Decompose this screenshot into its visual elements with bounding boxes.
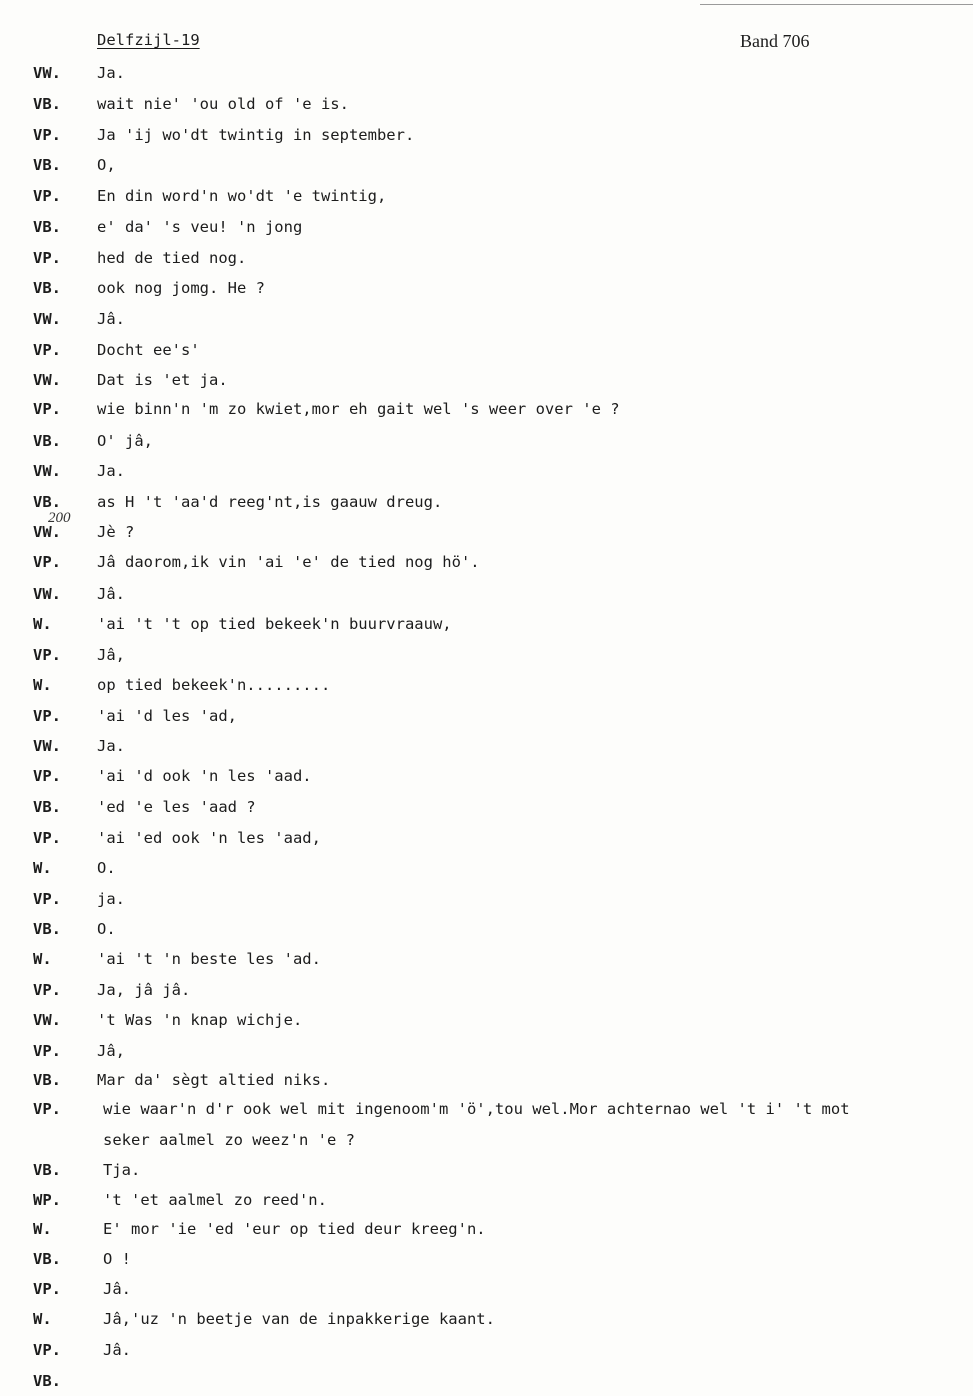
top-rule <box>700 4 973 5</box>
speaker-label: VB. <box>33 218 61 236</box>
speaker-label: W. <box>33 950 52 968</box>
speaker-label: VW. <box>33 1011 61 1029</box>
utterance-text: Jâ. <box>103 1280 131 1298</box>
utterance-text: e' da' 's veu! 'n jong <box>97 218 303 236</box>
utterance-text: Ja 'ij wo'dt twintig in september. <box>97 126 415 144</box>
transcript-line <box>0 95 973 119</box>
utterance-text: E' mor 'ie 'ed 'eur op tied deur kreeg'n. <box>103 1220 486 1238</box>
utterance-text: O. <box>97 920 116 938</box>
transcript-line <box>0 1161 973 1185</box>
utterance-text: wie binn'n 'm zo kwiet,mor eh gait wel 's weer over 'e ? <box>97 400 620 418</box>
utterance-text: 'ai 't 't op tied bekeek'n buurvraauw, <box>97 615 452 633</box>
speaker-label: VP. <box>33 126 61 144</box>
speaker-label: VW. <box>33 462 61 480</box>
transcript-line <box>0 585 973 609</box>
utterance-text: Jâ. <box>97 585 125 603</box>
transcript-line <box>0 249 973 273</box>
transcript-line <box>0 279 973 303</box>
speaker-label: VB. <box>33 1071 61 1089</box>
speaker-label: VP. <box>33 767 61 785</box>
transcript-line <box>0 646 973 670</box>
speaker-label: VB. <box>33 156 61 174</box>
speaker-label: VP. <box>33 1341 61 1359</box>
transcript-line <box>0 126 973 150</box>
utterance-text: Jâ,'uz 'n beetje van de inpakkerige kaant. <box>103 1310 495 1328</box>
speaker-label: VP. <box>33 249 61 267</box>
utterance-text: Mar da' sègt altied niks. <box>97 1071 331 1089</box>
speaker-label: VW. <box>33 737 61 755</box>
margin-note: 200 <box>48 510 71 526</box>
transcript-line <box>0 890 973 914</box>
speaker-label: VW. <box>33 585 61 603</box>
speaker-label: VP. <box>33 890 61 908</box>
speaker-label: W. <box>33 676 52 694</box>
utterance-text: wait nie' 'ou old of 'e is. <box>97 95 349 113</box>
speaker-label: W. <box>33 615 52 633</box>
speaker-label: W. <box>33 1310 52 1328</box>
transcript-line <box>0 798 973 822</box>
transcript-line <box>0 1280 973 1304</box>
transcript-line <box>0 829 973 853</box>
transcript-line <box>0 341 973 365</box>
utterance-text: Ja. <box>97 737 125 755</box>
utterance-text: Jâ daorom,ik vin 'ai 'e' de tied nog hö'. <box>97 553 480 571</box>
speaker-label: VP. <box>33 1042 61 1060</box>
utterance-text: Jâ, <box>97 1042 125 1060</box>
transcript-line <box>0 64 973 88</box>
transcript-line <box>0 615 973 639</box>
speaker-label: VP. <box>33 1280 61 1298</box>
speaker-label: VB. <box>33 493 61 511</box>
speaker-label: VP. <box>33 829 61 847</box>
speaker-label: VB. <box>33 1161 61 1179</box>
speaker-label: VB. <box>33 1250 61 1268</box>
speaker-label: W. <box>33 859 52 877</box>
utterance-text: O ! <box>103 1250 131 1268</box>
transcript-line <box>0 1372 973 1396</box>
utterance-text: Dat is 'et ja. <box>97 371 228 389</box>
transcript-line <box>0 400 973 424</box>
speaker-label: VP. <box>33 646 61 664</box>
transcript-line <box>0 920 973 944</box>
utterance-text: Tja. <box>103 1161 141 1179</box>
transcript-line <box>0 1220 973 1244</box>
transcript-line <box>0 432 973 456</box>
band-number: Band 706 <box>740 31 810 51</box>
utterance-text: 'ai 'ed ook 'n les 'aad, <box>97 829 321 847</box>
utterance-text: as H 't 'aa'd reeg'nt,is gaauw dreug. <box>97 493 443 511</box>
transcript-line <box>0 371 973 395</box>
utterance-text: O. <box>97 859 116 877</box>
utterance-text: 't 'et aalmel zo reed'n. <box>103 1191 327 1209</box>
transcript-line <box>0 950 973 974</box>
utterance-text: seker aalmel zo weez'n 'e ? <box>103 1131 355 1149</box>
utterance-text: 'ai 'd les 'ad, <box>97 707 237 725</box>
utterance-text: 't Was 'n knap wichje. <box>97 1011 303 1029</box>
transcript-line <box>0 1131 973 1155</box>
speaker-label: W. <box>33 1220 52 1238</box>
speaker-label: VB. <box>33 1372 61 1390</box>
utterance-text: Docht ee's' <box>97 341 200 359</box>
utterance-text: Jâ. <box>103 1341 131 1359</box>
utterance-text: wie waar'n d'r ook wel mit ingenoom'm 'ö',tou wel.Mor achternao wel 't i' 't mot <box>103 1100 850 1118</box>
speaker-label: VW. <box>33 523 61 541</box>
transcript-line <box>0 187 973 211</box>
transcript-line <box>0 493 973 517</box>
transcript-line <box>0 767 973 791</box>
speaker-label: VP. <box>33 553 61 571</box>
transcript-line <box>0 1042 973 1066</box>
utterance-text: O' jâ, <box>97 432 153 450</box>
transcript-line <box>0 553 973 577</box>
transcript-line <box>0 1011 973 1035</box>
transcript-line <box>0 218 973 242</box>
utterance-text: Ja, jâ jâ. <box>97 981 191 999</box>
speaker-label: VW. <box>33 64 61 82</box>
transcript-line <box>0 1191 973 1215</box>
utterance-text: 'ai 't 'n beste les 'ad. <box>97 950 321 968</box>
speaker-label: VB. <box>33 95 61 113</box>
speaker-label: VB. <box>33 279 61 297</box>
transcript-line <box>0 737 973 761</box>
transcript-line <box>0 981 973 1005</box>
speaker-label: VP. <box>33 1100 61 1118</box>
transcript-line <box>0 707 973 731</box>
utterance-text: Jâ, <box>97 646 125 664</box>
speaker-label: VW. <box>33 371 61 389</box>
transcript-line <box>0 859 973 883</box>
utterance-text: Jè ? <box>97 523 135 541</box>
utterance-text: Ja. <box>97 64 125 82</box>
speaker-label: VP. <box>33 981 61 999</box>
utterance-text: op tied bekeek'n......... <box>97 676 331 694</box>
speaker-label: VP. <box>33 187 61 205</box>
transcript-line <box>0 310 973 334</box>
utterance-text: Jâ. <box>97 310 125 328</box>
speaker-label: WP. <box>33 1191 61 1209</box>
transcript-line <box>0 1341 973 1365</box>
speaker-label: VP. <box>33 400 61 418</box>
utterance-text: ook nog jomg. He ? <box>97 279 265 297</box>
transcript-line <box>0 676 973 700</box>
speaker-label: VB. <box>33 432 61 450</box>
utterance-text: 'ed 'e les 'aad ? <box>97 798 256 816</box>
transcript-line <box>0 523 973 547</box>
utterance-text: Ja. <box>97 462 125 480</box>
speaker-label: VB. <box>33 798 61 816</box>
transcript-line <box>0 1310 973 1334</box>
utterance-text: ja. <box>97 890 125 908</box>
document-title: Delfzijl-19 <box>97 31 200 49</box>
speaker-label: VB. <box>33 920 61 938</box>
utterance-text: 'ai 'd ook 'n les 'aad. <box>97 767 312 785</box>
transcript-line <box>0 462 973 486</box>
speaker-label: VW. <box>33 310 61 328</box>
speaker-label: VP. <box>33 707 61 725</box>
transcript-line <box>0 1250 973 1274</box>
utterance-text: hed de tied nog. <box>97 249 247 267</box>
utterance-text: O, <box>97 156 116 174</box>
transcript-line <box>0 156 973 180</box>
transcript-line <box>0 1100 973 1124</box>
speaker-label: VP. <box>33 341 61 359</box>
transcript-line <box>0 1071 973 1095</box>
utterance-text: En din word'n wo'dt 'e twintig, <box>97 187 387 205</box>
